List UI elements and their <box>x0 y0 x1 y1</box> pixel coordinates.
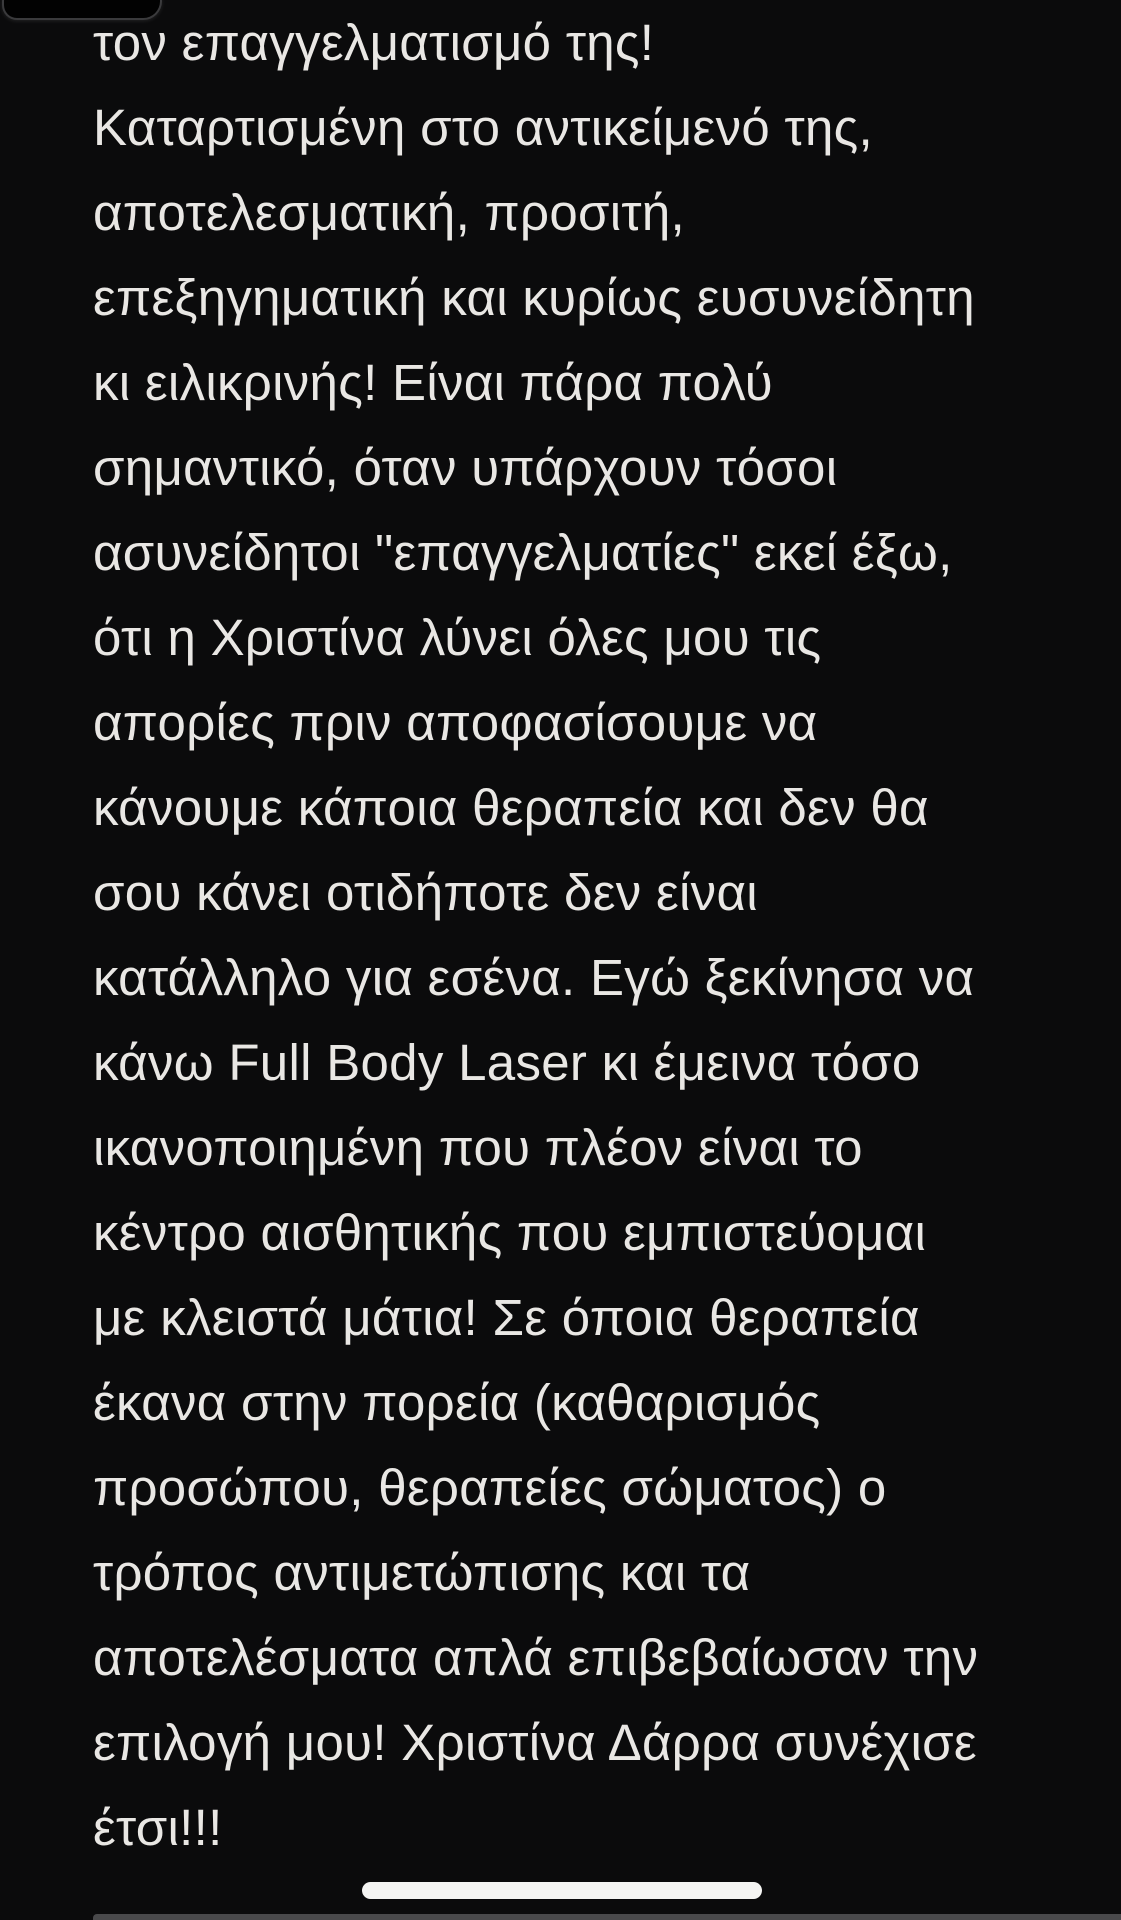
review-line: ασυνείδητοι "επαγγελματίες" εκεί έξω, <box>93 524 953 581</box>
review-text <box>93 0 1117 1880</box>
review-line: ότι η Χριστίνα λύνει όλες μου τις <box>93 609 822 666</box>
review-line: προσώπου, θεραπείες σώματος) ο <box>93 1459 887 1516</box>
review-line: σου κάνει οτιδήποτε δεν είναι <box>93 864 758 921</box>
review-line: επιλογή μου! Χριστίνα Δάρρα συνέχισε <box>93 1714 977 1771</box>
review-line: έκανα στην πορεία (καθαρισμός <box>93 1374 821 1431</box>
review-line: επεξηγηματική και κυρίως ευσυνείδητη <box>93 269 975 326</box>
review-line: αποτελέσματα απλά επιβεβαίωσαν την <box>93 1629 979 1686</box>
review-line: τον επαγγελματισμό της! <box>93 14 655 71</box>
review-line: κάνουμε κάποια θεραπεία και δεν θα <box>93 779 929 836</box>
review-line: κάνω Full Body Laser κι έμεινα τόσο <box>93 1034 921 1091</box>
review-line: τρόπος αντιμετώπισης και τα <box>93 1544 751 1601</box>
review-line: με κλειστά μάτια! Σε όποια θεραπεία <box>93 1289 920 1346</box>
review-line: ικανοποιημένη που πλέον είναι το <box>93 1119 863 1176</box>
review-line: αποτελεσματική, προσιτή, <box>93 184 685 241</box>
review-line: έτσι!!! <box>93 1799 223 1856</box>
review-line: κέντρο αισθητικής που εμπιστεύομαι <box>93 1204 927 1261</box>
review-line: κι ειλικρινής! Είναι πάρα πολύ <box>93 354 773 411</box>
review-line: Καταρτισμένη στο αντικείμενό της, <box>93 99 873 156</box>
review-line: σημαντικό, όταν υπάρχουν τόσοι <box>93 439 838 496</box>
bottom-sheet-top-edge <box>93 1914 1121 1920</box>
review-line: κατάλληλο για εσένα. Εγώ ξεκίνησα να <box>93 949 975 1006</box>
home-indicator[interactable] <box>362 1882 762 1899</box>
review-line: απορίες πριν αποφασίσουμε να <box>93 694 818 751</box>
